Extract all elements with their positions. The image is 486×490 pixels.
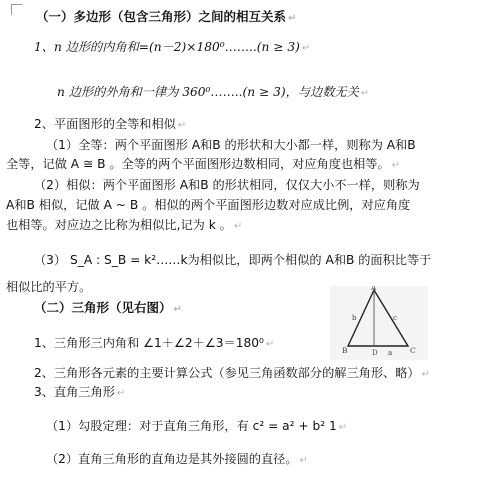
congruence-line-1: （1）全等：两个平面图形 A和B 的形状和大小都一样，则称为 A和B	[46, 138, 416, 152]
triangle-formulas: 2、三角形各元素的主要计算公式（参见三角函数部分的解三角形、略） ↵	[34, 366, 430, 380]
foot-d-label: D	[372, 349, 378, 357]
triangle-shape	[348, 290, 408, 346]
vertex-c-label: C	[410, 346, 416, 355]
triangle-diagram	[330, 286, 428, 360]
side-c-label: c	[393, 314, 397, 322]
triangle-angle-sum: 1、三角形三内角和 ∠1＋∠2＋∠3＝180⁰ ↵	[34, 336, 275, 350]
section-1-title: （一）多边形（包含三角形）之间的相互关系 ↵	[36, 9, 297, 24]
polygon-exterior-angle-sum: n 边形的外角和一律为 360⁰……..(n ≥ 3)，与边数无关 ↵	[57, 85, 370, 99]
similarity-line-1: （2）相似：两个平面图形 A和B 的形状相同，仅仅大小不一样，则称为	[34, 178, 420, 192]
congruence-line-2: 全等，记做 A ≅ B 。全等的两个平面图形边数相同，对应角度也相等。 ↵	[6, 157, 401, 171]
side-b-label: b	[352, 314, 357, 322]
congruence-similarity-heading: 2、平面图形的全等和相似 ↵	[34, 117, 187, 131]
side-a-label: a	[388, 349, 393, 357]
right-triangle-circumcircle: （2）直角三角形的直角边是其外接圆的直径。 ↵	[46, 452, 308, 466]
vertex-a-label: A	[371, 286, 377, 292]
right-triangle-heading: 3、直角三角形 ↵	[34, 385, 126, 399]
polygon-interior-angle-sum: 1、n 边形的内角和=(n－2)×180⁰……..(n ≥ 3) ↵	[34, 40, 311, 54]
similarity-line-3: 也相等。对应边之比称为相似比,记为 k 。 ↵	[6, 218, 243, 232]
similarity-line-2: A和B 相似，记做 A ~ B 。相似的两个平面图形边数对应成比例，对应角度	[6, 198, 411, 212]
triangle-figure	[330, 286, 428, 360]
page-corner-mark	[11, 4, 22, 15]
section-2-title: （二）三角形（见右图） ↵	[34, 300, 182, 315]
pythagorean-theorem: （1）勾股定理：对于直角三角形，有 c² = a² + b² 1 ↵	[46, 419, 348, 433]
vertex-b-label: B	[342, 346, 348, 355]
area-ratio-line-2: 相似比的平方。	[6, 280, 92, 294]
area-ratio-line-1: （3） S_A : S_B = k²……k为相似比，即两个相似的 A和B 的面积比等于	[34, 253, 432, 267]
